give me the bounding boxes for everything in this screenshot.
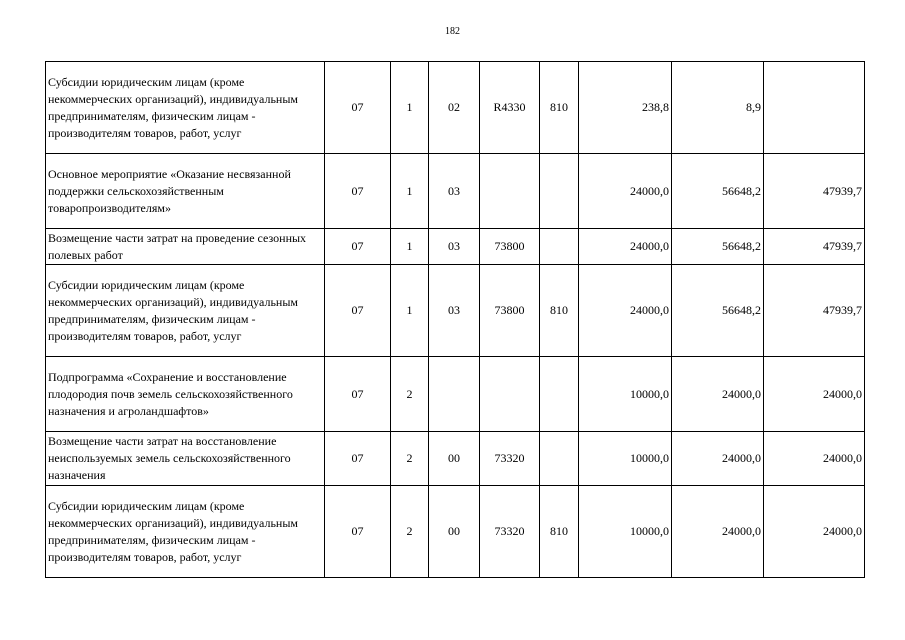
section-code-cell: 07: [325, 486, 391, 578]
direction-code-cell: [480, 357, 540, 432]
section-code-cell: 07: [325, 265, 391, 357]
direction-code-cell: 73320: [480, 432, 540, 486]
event-code-cell: 03: [429, 229, 480, 265]
amount-year-3-cell: 24000,0: [764, 357, 865, 432]
subprogram-code-cell: 2: [391, 357, 429, 432]
event-code-cell: 03: [429, 154, 480, 229]
amount-year-3-cell: 47939,7: [764, 265, 865, 357]
amount-year-2-cell: 24000,0: [672, 357, 764, 432]
expense-type-code-cell: [540, 229, 579, 265]
event-code-cell: 00: [429, 432, 480, 486]
budget-table-body: [46, 62, 865, 578]
table-row: [46, 432, 865, 486]
amount-year-3-cell: 24000,0: [764, 432, 865, 486]
section-code-cell: 07: [325, 229, 391, 265]
amount-year-1-cell: 24000,0: [579, 229, 672, 265]
section-code-cell: 07: [325, 154, 391, 229]
event-code-cell: 03: [429, 265, 480, 357]
subprogram-code-cell: 1: [391, 62, 429, 154]
amount-year-2-cell: 8,9: [672, 62, 764, 154]
subprogram-code-cell: 1: [391, 229, 429, 265]
direction-code-cell: 73800: [480, 229, 540, 265]
amount-year-1-cell: 24000,0: [579, 154, 672, 229]
row-name-cell: Субсидии юридическим лицам (кроме некоммерческих организаций), индивидуальным предпринимателям, физическим лицам - производителям товаров, работ, услуг: [46, 62, 325, 154]
row-name-cell: Подпрограмма «Сохранение и восстановление плодородия почв земель сельскохозяйственного назначения и агроландшафтов»: [46, 357, 325, 432]
amount-year-3-cell: 47939,7: [764, 154, 865, 229]
amount-year-2-cell: 56648,2: [672, 265, 764, 357]
amount-year-3-cell: [764, 62, 865, 154]
event-code-cell: 02: [429, 62, 480, 154]
amount-year-1-cell: 10000,0: [579, 357, 672, 432]
direction-code-cell: 73800: [480, 265, 540, 357]
amount-year-2-cell: 56648,2: [672, 229, 764, 265]
amount-year-2-cell: 24000,0: [672, 432, 764, 486]
expense-type-code-cell: 810: [540, 265, 579, 357]
section-code-cell: 07: [325, 357, 391, 432]
table-row: [46, 486, 865, 578]
expense-type-code-cell: 810: [540, 62, 579, 154]
expense-type-code-cell: [540, 154, 579, 229]
row-name-cell: Субсидии юридическим лицам (кроме некоммерческих организаций), индивидуальным предпринимателям, физическим лицам - производителям товаров, работ, услуг: [46, 486, 325, 578]
subprogram-code-cell: 2: [391, 432, 429, 486]
table-row: [46, 62, 865, 154]
amount-year-1-cell: 10000,0: [579, 486, 672, 578]
subprogram-code-cell: 1: [391, 154, 429, 229]
page-number: 182: [445, 26, 460, 37]
direction-code-cell: R4330: [480, 62, 540, 154]
amount-year-2-cell: 24000,0: [672, 486, 764, 578]
budget-table: [45, 61, 865, 578]
table-row: [46, 229, 865, 265]
amount-year-1-cell: 24000,0: [579, 265, 672, 357]
row-name-cell: Возмещение части затрат на проведение сезонных полевых работ: [46, 229, 325, 265]
amount-year-2-cell: 56648,2: [672, 154, 764, 229]
section-code-cell: 07: [325, 432, 391, 486]
expense-type-code-cell: [540, 357, 579, 432]
subprogram-code-cell: 2: [391, 486, 429, 578]
direction-code-cell: [480, 154, 540, 229]
amount-year-3-cell: 47939,7: [764, 229, 865, 265]
table-row: [46, 357, 865, 432]
direction-code-cell: 73320: [480, 486, 540, 578]
amount-year-1-cell: 10000,0: [579, 432, 672, 486]
amount-year-3-cell: 24000,0: [764, 486, 865, 578]
row-name-cell: Возмещение части затрат на восстановление неиспользуемых земель сельскохозяйственного назначения: [46, 432, 325, 486]
section-code-cell: 07: [325, 62, 391, 154]
row-name-cell: Основное мероприятие «Оказание несвязанной поддержки сельскохозяйственным товаропроизводителям»: [46, 154, 325, 229]
table-row: [46, 154, 865, 229]
amount-year-1-cell: 238,8: [579, 62, 672, 154]
event-code-cell: [429, 357, 480, 432]
event-code-cell: 00: [429, 486, 480, 578]
expense-type-code-cell: [540, 432, 579, 486]
table-row: [46, 265, 865, 357]
expense-type-code-cell: 810: [540, 486, 579, 578]
subprogram-code-cell: 1: [391, 265, 429, 357]
row-name-cell: Субсидии юридическим лицам (кроме некоммерческих организаций), индивидуальным предпринимателям, физическим лицам - производителям товаров, работ, услуг: [46, 265, 325, 357]
